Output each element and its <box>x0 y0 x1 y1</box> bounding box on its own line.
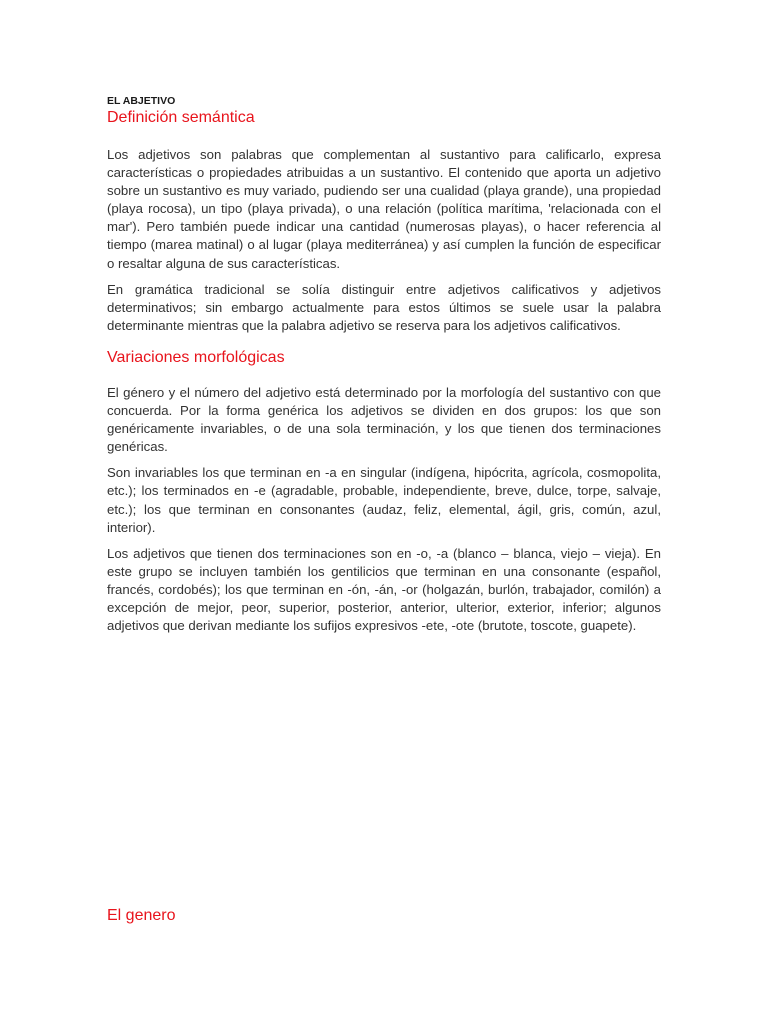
section-heading-genero: El genero <box>107 907 176 924</box>
paragraph: Los adjetivos que tienen dos terminaciones son en -o, -a (blanco – blanca, viejo – vieja). En este grupo se incluyen también los gentilicios que terminan en una consonante (español, francés, cordobés); los que terminan en -ón, -án, -or (holgazán, burlón, trabajador, comilón) a excepción de mejor, peor, superior, posterior, anterior, ulterior, exterior, inferior; algunos adjetivos que derivan mediante los sufijos expresivos -ete, -ote (brutote, toscote, guapete). <box>107 545 661 634</box>
document-title: EL ABJETIVO <box>107 95 176 107</box>
section-heading-variaciones: Variaciones morfológicas <box>107 348 285 366</box>
paragraph: Los adjetivos son palabras que complementan al sustantivo para calificarlo, expresa características o propiedades atribuidas a un sustantivo. El contenido que aporta un adjetivo sobre un sustantivo es muy variado, pudiendo ser una cualidad (playa grande), una propiedad (playa rocosa), un tipo (playa privada), o una relación (política marítima, 'relacionada con el mar'). Pero también puede indicar una cantidad (numerosas playas), o hacer referencia al tiempo (marea matinal) o al lugar (playa mediterránea) y así cumplen la función de especificar o resaltar alguna de sus características. <box>107 147 661 271</box>
paragraph: Son invariables los que terminan en -a en singular (indígena, hipócrita, agrícola, cosmopolita, etc.); los terminados en -e (agradable, probable, independiente, breve, dulce, torpe, salvaje, etc.); los que terminan en consonantes (audaz, feliz, elemental, ágil, gris, común, azul, interior). <box>107 465 661 535</box>
paragraph: El género y el número del adjetivo está determinado por la morfología del sustantivo con que concuerda. Por la forma genérica los adjetivos se dividen en dos grupos: los que son genéricamente invariables, o de una sola terminación, y los que tienen dos terminaciones genéricas. <box>107 384 661 455</box>
document-content <box>107 94 661 635</box>
paragraph: En gramática tradicional se solía distinguir entre adjetivos calificativos y adjetivos determinativos; sin embargo actualmente para estos últimos se suele usar la palabra determinante mientras que la palabra adjetivo se reserva para los adjetivos calificativos. <box>107 281 661 333</box>
section-heading-definicion: Definición semántica <box>107 109 255 126</box>
